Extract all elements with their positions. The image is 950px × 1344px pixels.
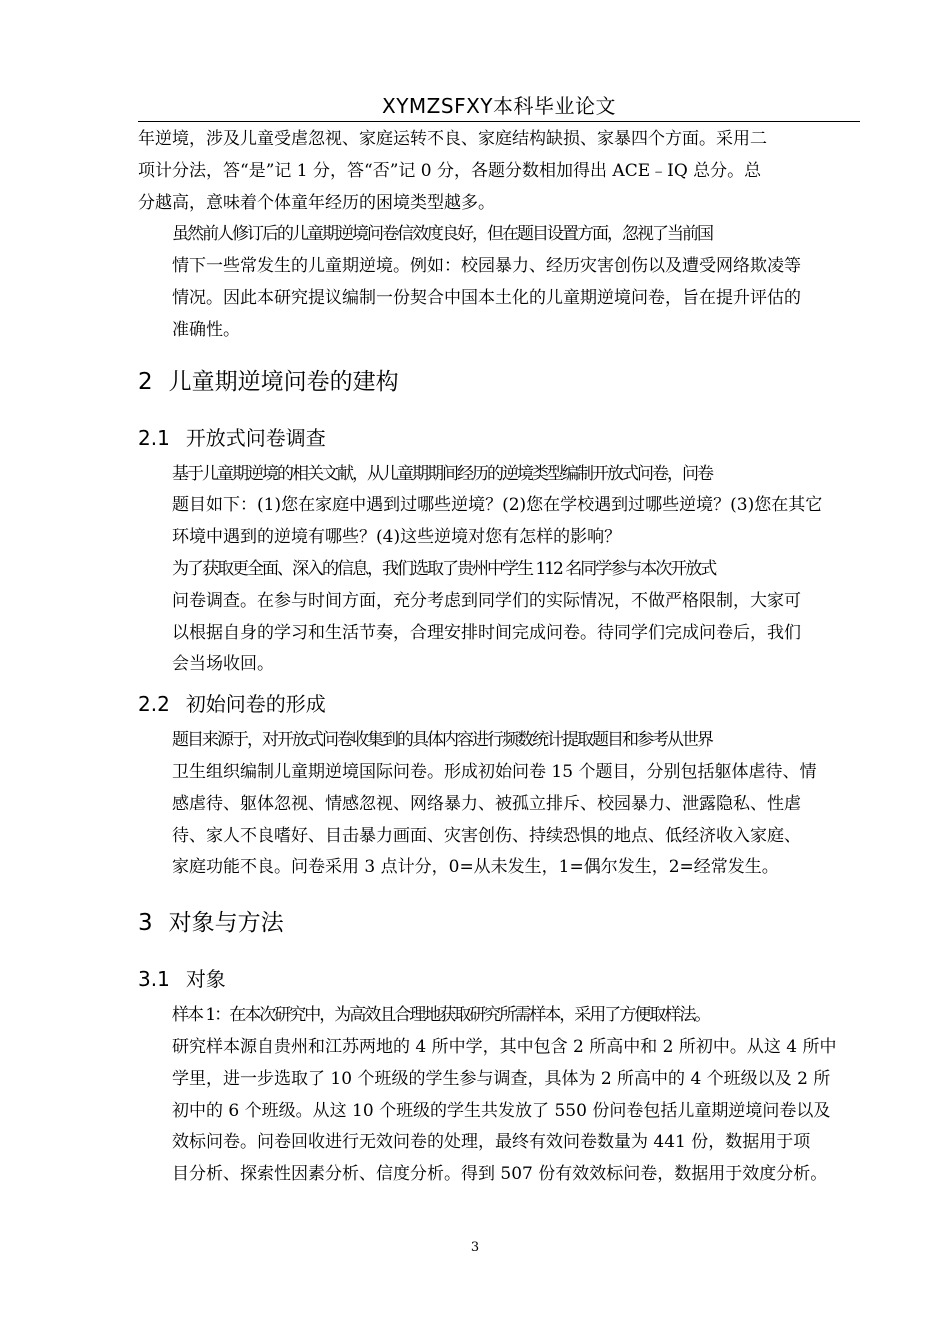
paragraph-open-questionnaire xyxy=(138,459,860,554)
header-rule xyxy=(138,121,860,122)
section-heading-3 xyxy=(138,904,860,942)
section-title: 开放式问卷调查 xyxy=(185,425,326,450)
text-line: 效标问卷。问卷回收进行无效问卷的处理，最终有效问卷数量为 441 份，数据用于项 xyxy=(172,1132,811,1153)
section-heading-2 xyxy=(138,363,860,401)
body-text xyxy=(138,124,860,1191)
subsection-heading-2-1 xyxy=(138,421,860,455)
text-line: 题目来源于，对开放式问卷收集到的具体内容进行频数统计提取题目和参考从世界 xyxy=(172,730,712,751)
text-line: 情下一些常发生的儿童期逆境。例如：校园暴力、经历灾害创伤以及遭受网络欺凌等 xyxy=(172,256,801,277)
section-title: 对象与方法 xyxy=(168,910,284,937)
text-line: 问卷调查。在参与时间方面，充分考虑到同学们的实际情况，不做严格限制，大家可 xyxy=(172,590,801,611)
paragraph-intro xyxy=(138,124,860,219)
text-line: 家庭功能不良。问卷采用 3 点计分，0=从未发生，1=偶尔发生，2=经常发生。 xyxy=(172,857,779,878)
text-line: 目分析、探索性因素分析、信度分析。得到 507 份有效效标问卷，数据用于效度分析。 xyxy=(172,1164,828,1185)
text-line: 题目如下：(1)您在家庭中遇到过哪些逆境？(2)您在学校遇到过哪些逆境？(3)您在其它 xyxy=(172,495,823,516)
text-line: 卫生组织编制儿童期逆境国际问卷。形成初始问卷 15 个题目，分别包括躯体虐待、情 xyxy=(172,761,817,782)
paragraph-initial-questionnaire xyxy=(138,725,860,884)
text-line: 情况。因此本研究提议编制一份契合中国本土化的儿童期逆境问卷，旨在提升评估的 xyxy=(172,287,801,308)
paragraph-limitation xyxy=(138,219,860,346)
section-number: 3.1 xyxy=(138,967,170,992)
text-line: 感虐待、躯体忽视、情感忽视、网络暴力、被孤立排斥、校园暴力、泄露隐私、性虐 xyxy=(172,793,801,814)
text-line: 环境中遇到的逆境有哪些？(4)这些逆境对您有怎样的影响？ xyxy=(172,527,622,548)
text-line: 项计分法，答“是”记 1 分，答“否”记 0 分，各题分数相加得出 ACE﹣IQ 总分。总 xyxy=(138,160,762,181)
section-title: 初始问卷的形成 xyxy=(185,692,326,717)
text-line: 以根据自身的学习和生活节奏，合理安排时间完成问卷。待同学们完成问卷后，我们 xyxy=(172,622,801,643)
text-line: 年逆境，涉及儿童受虐忽视、家庭运转不良、家庭结构缺损、家暴四个方面。采用二 xyxy=(138,129,767,149)
text-line: 为了获取更全面、深入的信息，我们选取了贵州中学生 112 名同学参与本次开放式 xyxy=(172,558,716,579)
section-number: 2 xyxy=(138,368,153,395)
page-number: 3 xyxy=(470,1240,480,1255)
text-line: 学里，进一步选取了 10 个班级的学生参与调查，具体为 2 所高中的 4 个班级以及 2 所 xyxy=(172,1068,831,1089)
section-number: 2.2 xyxy=(138,692,170,717)
section-title: 对象 xyxy=(185,967,226,992)
text-line: 会当场收回。 xyxy=(172,654,274,675)
text-line: 基于儿童期逆境的相关文献，从儿童期期间经历的逆境类型编制开放式问卷，问卷 xyxy=(172,463,712,484)
section-title: 儿童期逆境问卷的建构 xyxy=(168,368,399,395)
section-number: 3 xyxy=(138,910,153,937)
text-line: 样本 1：在本次研究中，为高效且合理地获取研究所需样本，采用了方便取样法。 xyxy=(172,1005,710,1026)
text-line: 准确性。 xyxy=(172,319,240,340)
text-line: 研究样本源自贵州和江苏两地的 4 所中学，其中包含 2 所高中和 2 所初中。从这 4 所中 xyxy=(172,1036,837,1057)
text-line: 待、家人不良嗜好、目击暴力画面、灾害创伤、持续恐惧的地点、低经济收入家庭、 xyxy=(172,825,801,846)
paragraph-open-survey xyxy=(138,554,860,681)
running-header: XYMZSFXY本科毕业论文 xyxy=(382,94,616,118)
text-line: 虽然前人修订后的儿童期逆境问卷信效度良好，但在题目设置方面，忽视了当前国 xyxy=(172,224,712,245)
text-line: 初中的 6 个班级。从这 10 个班级的学生共发放了 550 份问卷包括儿童期逆境问卷以及 xyxy=(172,1100,831,1121)
paragraph-sample xyxy=(138,1000,860,1191)
subsection-heading-3-1 xyxy=(138,962,860,996)
subsection-heading-2-2 xyxy=(138,687,860,721)
text-line: 分越高，意味着个体童年经历的困境类型越多。 xyxy=(138,192,495,213)
section-number: 2.1 xyxy=(138,425,170,450)
